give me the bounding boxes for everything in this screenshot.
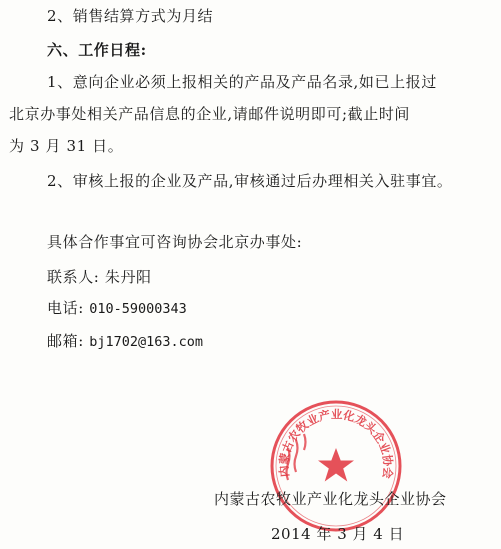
payment-settlement-item: 2、销售结算方式为月结	[47, 7, 214, 25]
seal-star-icon	[318, 448, 354, 482]
seal-arc-text: 内蒙古农牧业产业化龙头企业协会	[276, 407, 396, 480]
contact-email	[47, 331, 203, 352]
email-label: 邮箱:	[47, 332, 84, 350]
signature-organization: 内蒙古农牧业产业化龙头企业协会	[214, 490, 447, 508]
seal-mongolian-script-icon	[287, 434, 306, 480]
contact-intro: 具体合作事宜可咨询协会北京办事处:	[47, 233, 303, 251]
schedule-item-1-line-2: 北京办事处相关产品信息的企业,请邮件说明即可;截止时间	[9, 105, 411, 123]
email-value: bj1702@163.com	[89, 334, 204, 350]
contact-phone	[47, 298, 187, 319]
phone-value: 010-59000343	[89, 301, 187, 317]
official-seal-stamp	[268, 398, 404, 534]
phone-label: 电话:	[47, 299, 84, 317]
schedule-item-2: 2、审核上报的企业及产品,审核通过后办理相关入驻事宜。	[47, 172, 453, 190]
schedule-item-1-line-1: 1、意向企业必须上报相关的产品及产品名录,如已上报过	[47, 73, 437, 91]
signature-date: 2014 年 3 月 4 日	[271, 525, 405, 543]
schedule-item-1-line-3: 为 3 月 31 日。	[9, 137, 124, 155]
section-6-heading: 六、工作日程:	[47, 41, 147, 59]
contact-person-value: 朱丹阳	[104, 268, 152, 286]
contact-person-label: 联系人:	[47, 268, 100, 286]
contact-person	[47, 267, 152, 287]
